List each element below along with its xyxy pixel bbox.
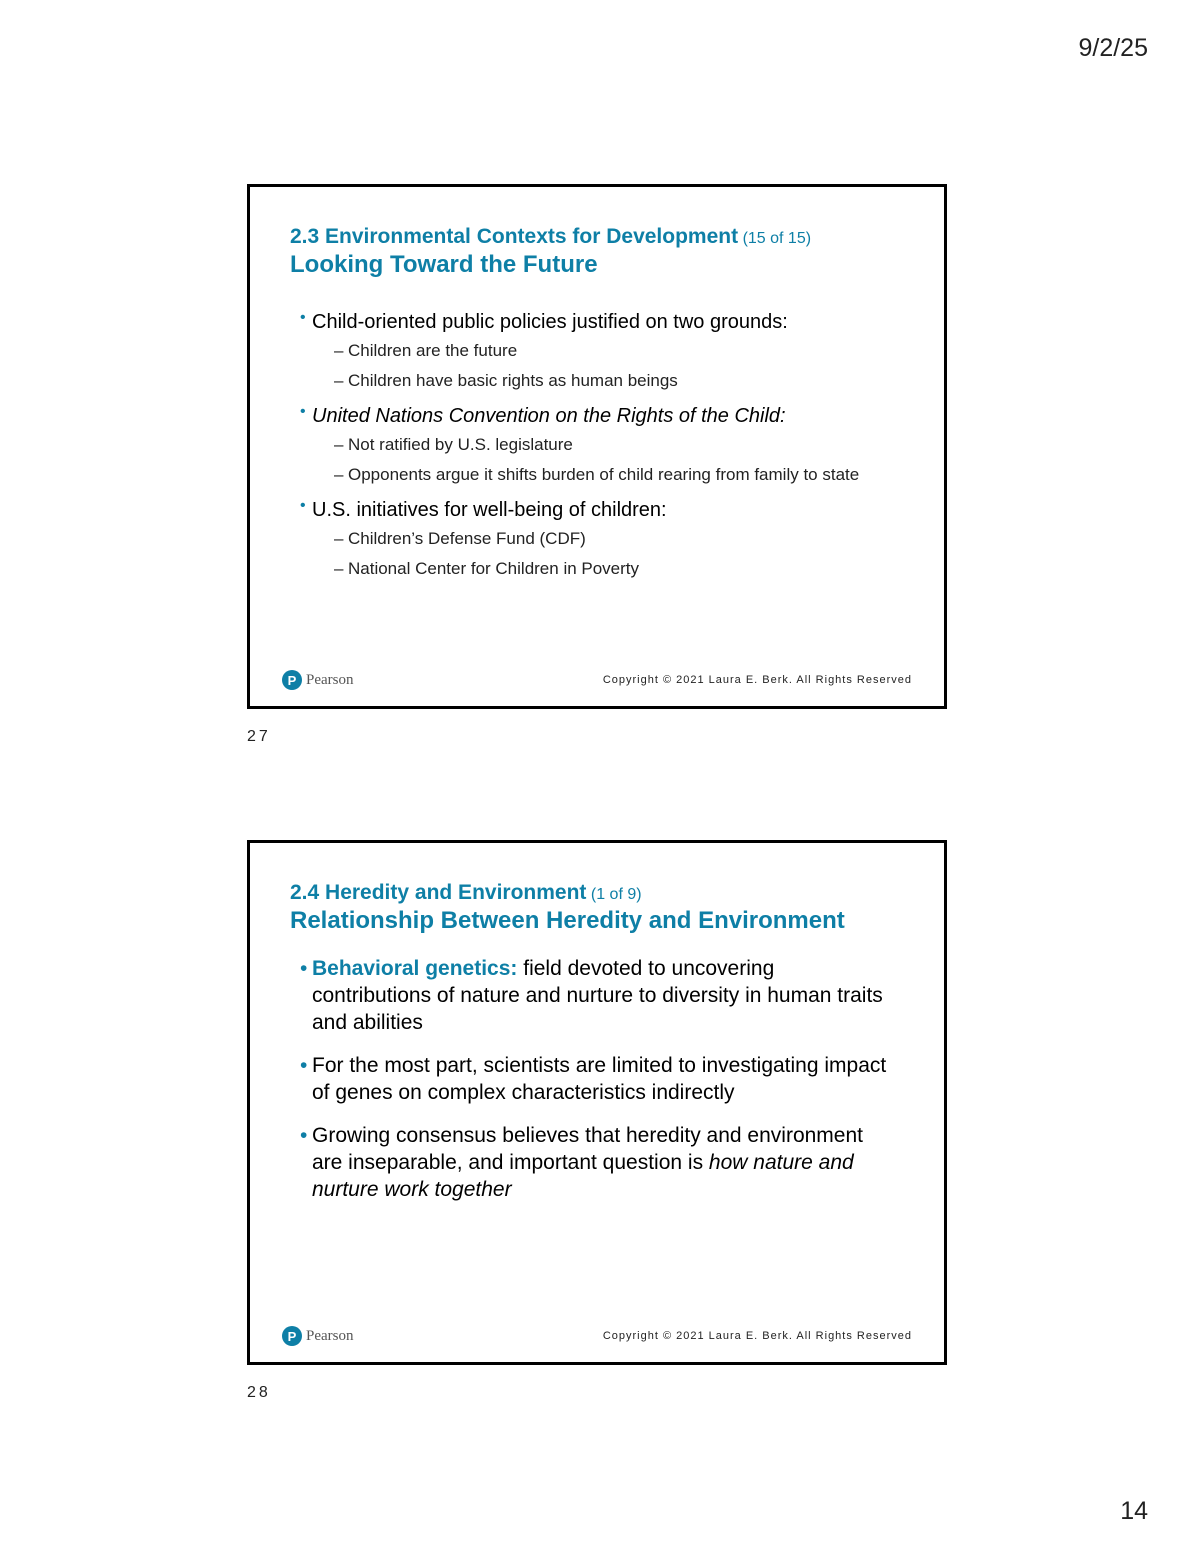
section-title: 2.3 Environmental Contexts for Development xyxy=(290,225,739,248)
slide-number: 27 xyxy=(247,728,271,745)
bullet-text: United Nations Convention on the Rights of the Child: xyxy=(312,405,786,427)
dash-icon: – xyxy=(334,371,344,390)
slide-count: (1 of 9) xyxy=(590,886,642,903)
slide-body xyxy=(300,955,894,1219)
copyright: Copyright © 2021 Laura E. Berk. All Rights Reserved xyxy=(602,1330,912,1342)
slide-heading xyxy=(290,881,924,935)
slide-count: (15 of 15) xyxy=(742,230,812,247)
bullet-text: U.S. initiatives for well-being of children: xyxy=(312,499,667,521)
bullet-item xyxy=(300,1122,894,1203)
bullet-item xyxy=(300,1052,894,1106)
dash-icon: – xyxy=(334,341,344,360)
slide-footer xyxy=(282,670,912,698)
bullet-dot-icon: • xyxy=(300,1054,308,1077)
bullet-dot-icon: • xyxy=(300,497,306,514)
sub-bullet: – Children are the future xyxy=(300,339,894,363)
dash-icon: – xyxy=(334,435,344,454)
bullet-item xyxy=(300,403,894,429)
sub-bullet: – National Center for Children in Poverty xyxy=(300,557,894,581)
pearson-p-icon: P xyxy=(282,1326,302,1346)
emphasis: how nature and nurture work together xyxy=(312,1151,854,1201)
bullet-dot-icon: • xyxy=(300,309,306,326)
term: Behavioral genetics: xyxy=(312,957,518,980)
section-title: 2.4 Heredity and Environment xyxy=(290,881,587,904)
pearson-logo xyxy=(282,1326,354,1346)
slide-title: Looking Toward the Future xyxy=(290,251,598,278)
bullet-text: Growing consensus believes that heredity and environment are inseparable, and important question is xyxy=(312,1124,863,1174)
logo-text: Pearson xyxy=(306,1327,354,1344)
bullet-text: For the most part, scientists are limited to investigating impact of genes on complex characteristics indirectly xyxy=(312,1054,887,1104)
sub-bullet: – Opponents argue it shifts burden of child rearing from family to state xyxy=(300,463,894,487)
pearson-logo xyxy=(282,670,354,690)
dash-icon: – xyxy=(334,529,344,548)
bullet-dot-icon: • xyxy=(300,403,306,420)
slide-body xyxy=(300,309,894,587)
bullet-dot-icon: • xyxy=(300,1124,308,1147)
slide-title: Relationship Between Heredity and Environment xyxy=(290,907,845,934)
slide-number: 28 xyxy=(247,1384,271,1401)
logo-text: Pearson xyxy=(306,671,354,688)
dash-icon: – xyxy=(334,559,344,578)
bullet-dot-icon: • xyxy=(300,957,308,980)
bullet-item xyxy=(300,497,894,523)
dash-icon: – xyxy=(334,465,344,484)
copyright: Copyright © 2021 Laura E. Berk. All Rights Reserved xyxy=(602,674,912,686)
slide-28 xyxy=(247,840,947,1365)
page-number: 14 xyxy=(1120,1497,1148,1525)
sub-bullet: – Not ratified by U.S. legislature xyxy=(300,433,894,457)
slide-footer xyxy=(282,1326,912,1354)
page-date: 9/2/25 xyxy=(1078,34,1148,62)
slide-27 xyxy=(247,184,947,709)
bullet-item xyxy=(300,309,894,335)
bullet-text: field devoted to uncovering contributions of nature and nurture to diversity in human traits and abilities xyxy=(312,957,883,1034)
bullet-text: Child-oriented public policies justified on two grounds: xyxy=(312,311,788,333)
slide-heading xyxy=(290,225,924,279)
bullet-item xyxy=(300,955,894,1036)
sub-bullet: – Children’s Defense Fund (CDF) xyxy=(300,527,894,551)
pearson-p-icon: P xyxy=(282,670,302,690)
sub-bullet: – Children have basic rights as human beings xyxy=(300,369,894,393)
